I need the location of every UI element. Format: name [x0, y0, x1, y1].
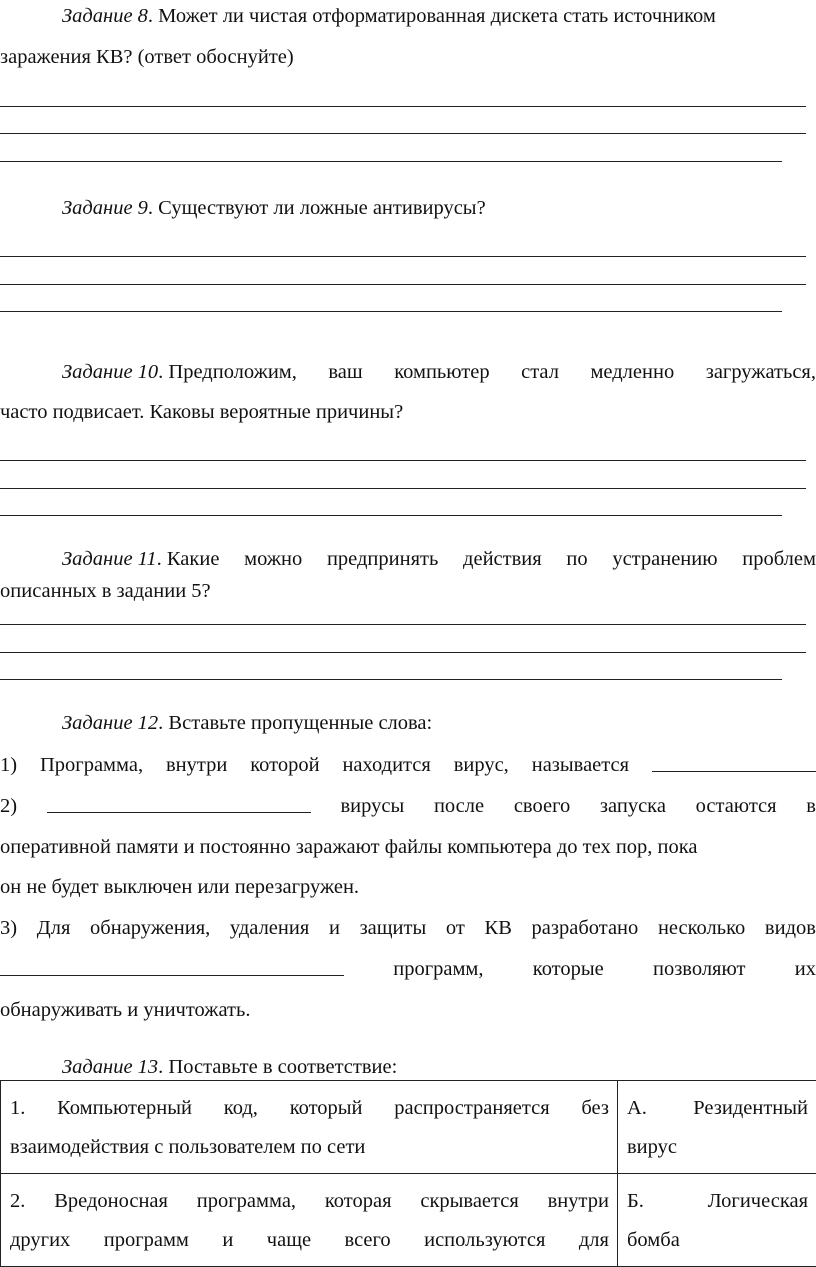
match-item-right: А. Резидентный вирус	[618, 1081, 816, 1174]
task-9-question	[62, 196, 486, 220]
answer-line[interactable]	[0, 311, 782, 312]
fill-in-blank[interactable]	[652, 753, 816, 772]
match-item-left: 1. Компьютерный код, который распространяется без взаимодействия с пользователем по сети	[1, 1081, 618, 1174]
task-12-item-3: 3) Для обнаружения, удаления и защиты от КВ разработано несколько видов	[0, 916, 816, 940]
task-9-text: . Существуют ли ложные антивирусы?	[148, 197, 486, 219]
task-10-text-cont: часто подвисает. Каковы вероятные причины?	[0, 400, 403, 424]
task-12-item-2-end: он не будет выключен или перезагружен.	[0, 875, 359, 899]
fill-in-blank[interactable]	[0, 957, 344, 976]
answer-line[interactable]	[0, 515, 782, 516]
table-row	[1, 1174, 816, 1267]
task-12-item-3-end: обнаруживать и уничтожать.	[0, 998, 250, 1022]
answer-line[interactable]	[0, 256, 806, 257]
task-9-label: Задание 9	[62, 197, 148, 219]
answer-line[interactable]	[0, 624, 806, 625]
answer-line[interactable]	[0, 133, 806, 134]
answer-line[interactable]	[0, 652, 806, 653]
answer-line[interactable]	[0, 161, 782, 162]
table-row	[1, 1081, 816, 1174]
task-12-item-2-cont: оперативной памяти и постоянно заражают файлы компьютера до тех пор, пока	[0, 835, 816, 859]
answer-line[interactable]	[0, 679, 782, 680]
match-item-left: 2. Вредоносная программа, которая скрывается внутри других программ и чаще всего используются для	[1, 1174, 618, 1267]
task-12-item-2: 2) вирусы после своего запуска остаются в	[0, 794, 816, 818]
task-8-question	[62, 4, 716, 28]
task-11-text-cont: описанных в задании 5?	[0, 579, 211, 603]
task-13-label: Задание 13	[62, 1056, 158, 1078]
match-item-right: Б. Логическая бомба	[618, 1174, 816, 1267]
task-11-question: Задание 11. Какие можно предпринять действия по устранению проблем	[62, 547, 816, 571]
task-8-label: Задание 8	[62, 5, 148, 27]
fill-in-blank[interactable]	[47, 794, 311, 813]
task-8-text-cont: заражения КВ? (ответ обоснуйте)	[0, 45, 294, 69]
task-11-label: Задание 11	[62, 548, 157, 570]
task-10-question: Задание 10. Предположим, ваш компьютер стал медленно загружаться,	[62, 360, 816, 384]
task-12-label: Задание 12	[62, 712, 158, 734]
task-10-label: Задание 10	[62, 361, 158, 383]
task-12-item-1: 1) Программа, внутри которой находится вирус, называется	[0, 753, 816, 777]
task-12-question: Задание 12. Вставьте пропущенные слова:	[62, 711, 432, 735]
task-12-item-3-cont: программ, которые позволяют их	[0, 957, 816, 981]
answer-line[interactable]	[0, 284, 806, 285]
answer-line[interactable]	[0, 106, 806, 107]
matching-table	[0, 1080, 816, 1267]
task-8-text: . Может ли чистая отформатированная дискета стать источником	[148, 5, 716, 27]
answer-line[interactable]	[0, 488, 806, 489]
task-13-question: Задание 13. Поставьте в соответствие:	[62, 1055, 397, 1079]
answer-line[interactable]	[0, 460, 806, 461]
